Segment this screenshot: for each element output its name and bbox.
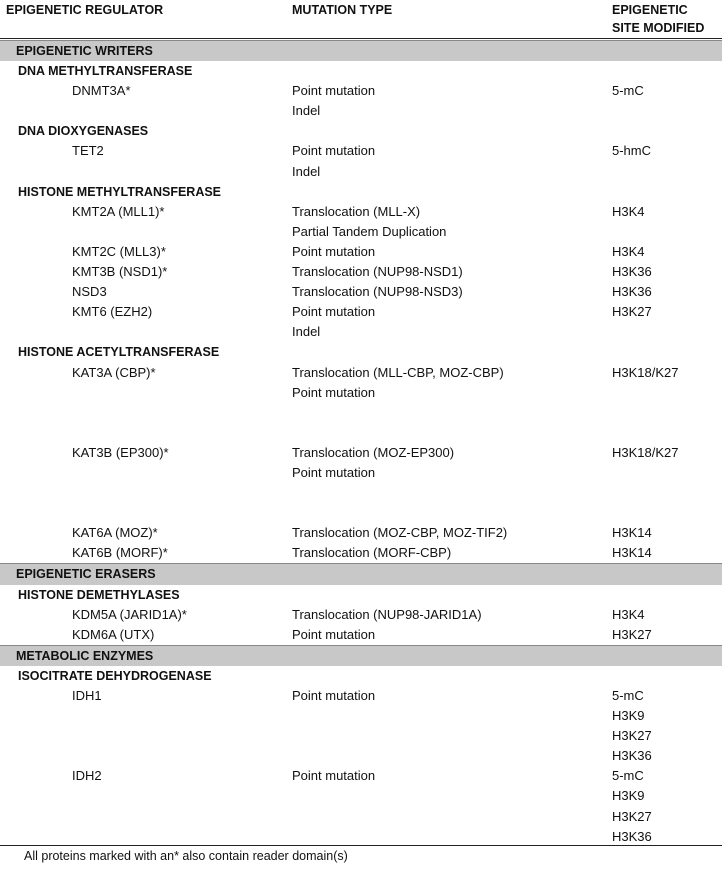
table-row <box>0 302 722 322</box>
table-row <box>0 807 722 827</box>
table-row <box>0 543 722 563</box>
spacer-row <box>0 503 722 523</box>
site-cell: H3K36 <box>612 828 652 844</box>
mutation-cell: Translocation (MOZ-EP300) <box>292 444 455 460</box>
regulator-cell: KMT6 (EZH2) <box>72 304 153 320</box>
table-row <box>0 523 722 543</box>
mutation-cell: Point mutation <box>292 243 376 259</box>
mutation-cell: Point mutation <box>292 143 376 159</box>
regulator-cell: KAT6A (MOZ)* <box>72 525 158 541</box>
spacer-row <box>0 403 722 423</box>
table-row <box>0 81 722 101</box>
mutation-cell: Point mutation <box>292 626 376 642</box>
subsection-title: DNA METHYLTRANSFERASE <box>18 64 193 79</box>
mutation-cell: Indel <box>292 163 321 179</box>
mutation-cell: Point mutation <box>292 688 376 703</box>
spacer-row <box>0 483 722 503</box>
site-cell: 5-mC <box>612 688 644 703</box>
table-row <box>0 141 722 161</box>
subsection-header <box>0 666 722 686</box>
table-row <box>0 242 722 262</box>
table-row <box>0 383 722 403</box>
regulator-cell: KDM6A (UTX) <box>72 626 155 642</box>
table-row <box>0 786 722 806</box>
header-site-line1: EPIGENETIC <box>612 3 688 17</box>
regulator-cell: KMT2C (MLL3)* <box>72 243 166 259</box>
section-title: EPIGENETIC WRITERS <box>16 44 153 58</box>
regulator-cell: DNMT3A* <box>72 83 131 99</box>
subsection-header <box>0 585 722 605</box>
table-header <box>0 0 722 39</box>
header-mutation-type: MUTATION TYPE <box>292 3 393 17</box>
regulator-cell: KMT2A (MLL1)* <box>72 203 165 219</box>
header-site-line2: SITE MODIFIED <box>612 21 705 35</box>
table-body <box>0 40 722 847</box>
regulator-cell: TET2 <box>72 143 104 159</box>
table-row <box>0 686 722 706</box>
spacer-row <box>0 423 722 443</box>
mutation-cell: Translocation (MLL-CBP, MOZ-CBP) <box>292 364 504 380</box>
mutation-cell: Point mutation <box>292 464 376 480</box>
section-title: METABOLIC ENZYMES <box>16 648 154 663</box>
mutation-cell: Translocation (MLL-X) <box>292 203 421 219</box>
table-row <box>0 322 722 342</box>
mutation-cell: Indel <box>292 103 321 119</box>
site-cell: H3K4 <box>612 606 645 622</box>
section-title: EPIGENETIC ERASERS <box>16 567 156 582</box>
table-row <box>0 766 722 786</box>
site-cell: H3K27 <box>612 626 652 642</box>
subsection-title: HISTONE METHYLTRANSFERASE <box>18 184 222 199</box>
site-cell: H3K4 <box>612 243 645 259</box>
subsection-header <box>0 342 722 362</box>
site-cell: H3K36 <box>612 264 652 280</box>
site-cell: H3K27 <box>612 808 652 824</box>
regulator-cell: KMT3B (NSD1)* <box>72 264 168 280</box>
subsection-title: ISOCITRATE DEHYDROGENASE <box>18 668 212 683</box>
site-cell: H3K27 <box>612 304 652 320</box>
table-row <box>0 463 722 483</box>
mutation-cell: Translocation (NUP98-NSD1) <box>292 264 463 280</box>
mutation-cell: Translocation (NUP98-NSD3) <box>292 284 463 300</box>
mutation-cell: Translocation (NUP98-JARID1A) <box>292 606 482 622</box>
site-cell: H3K9 <box>612 708 645 724</box>
table-row <box>0 282 722 302</box>
site-cell: H3K4 <box>612 203 645 219</box>
subsection-title: HISTONE ACETYLTRANSFERASE <box>18 345 220 360</box>
regulator-cell: KAT6B (MORF)* <box>72 545 168 561</box>
header-regulator: EPIGENETIC REGULATOR <box>6 3 164 17</box>
mutation-cell: Indel <box>292 324 321 340</box>
regulator-cell: KAT3B (EP300)* <box>72 444 169 460</box>
table-row <box>0 726 722 746</box>
site-cell: H3K14 <box>612 545 652 561</box>
table-row <box>0 605 722 625</box>
site-cell: 5-mC <box>612 83 644 99</box>
regulator-cell: KDM5A (JARID1A)* <box>72 606 187 622</box>
table-row <box>0 827 722 847</box>
mutation-cell: Point mutation <box>292 83 376 99</box>
site-cell: 5-mC <box>612 768 644 784</box>
table-row <box>0 202 722 222</box>
site-cell: H3K27 <box>612 728 652 744</box>
subsection-title: HISTONE DEMETHYLASES <box>18 587 180 602</box>
site-cell: H3K36 <box>612 748 652 764</box>
mutation-cell: Point mutation <box>292 384 376 400</box>
site-cell: H3K18/K27 <box>612 444 679 460</box>
mutation-cell: Partial Tandem Duplication <box>292 223 447 239</box>
table-row <box>0 262 722 282</box>
table-row <box>0 625 722 645</box>
mutation-cell: Point mutation <box>292 304 376 320</box>
site-cell: 5-hmC <box>612 143 652 159</box>
mutation-cell: Translocation (MORF-CBP) <box>292 545 452 561</box>
site-cell: H3K14 <box>612 525 652 541</box>
table-row <box>0 443 722 463</box>
regulator-cell: IDH1 <box>72 688 102 703</box>
table-row <box>0 222 722 242</box>
mutation-cell: Translocation (MOZ-CBP, MOZ-TIF2) <box>292 525 508 541</box>
regulator-cell: KAT3A (CBP)* <box>72 364 156 380</box>
table-row <box>0 746 722 766</box>
table-row <box>0 101 722 121</box>
table-row <box>0 363 722 383</box>
section-header <box>0 645 722 666</box>
subsection-header <box>0 121 722 141</box>
subsection-header <box>0 61 722 81</box>
subsection-header <box>0 182 722 202</box>
table-row <box>0 706 722 726</box>
site-cell: H3K18/K27 <box>612 364 679 380</box>
mutation-cell: Point mutation <box>292 768 376 784</box>
site-cell: H3K36 <box>612 284 652 300</box>
table-bottom-rule <box>0 845 722 846</box>
table-row <box>0 162 722 182</box>
section-header <box>0 563 722 584</box>
regulator-cell: IDH2 <box>72 768 102 784</box>
footnote: All proteins marked with an* also contain reader domain(s) <box>24 849 348 863</box>
site-cell: H3K9 <box>612 788 645 804</box>
subsection-title: DNA DIOXYGENASES <box>18 124 149 139</box>
section-header <box>0 40 722 61</box>
regulator-cell: NSD3 <box>72 284 107 300</box>
